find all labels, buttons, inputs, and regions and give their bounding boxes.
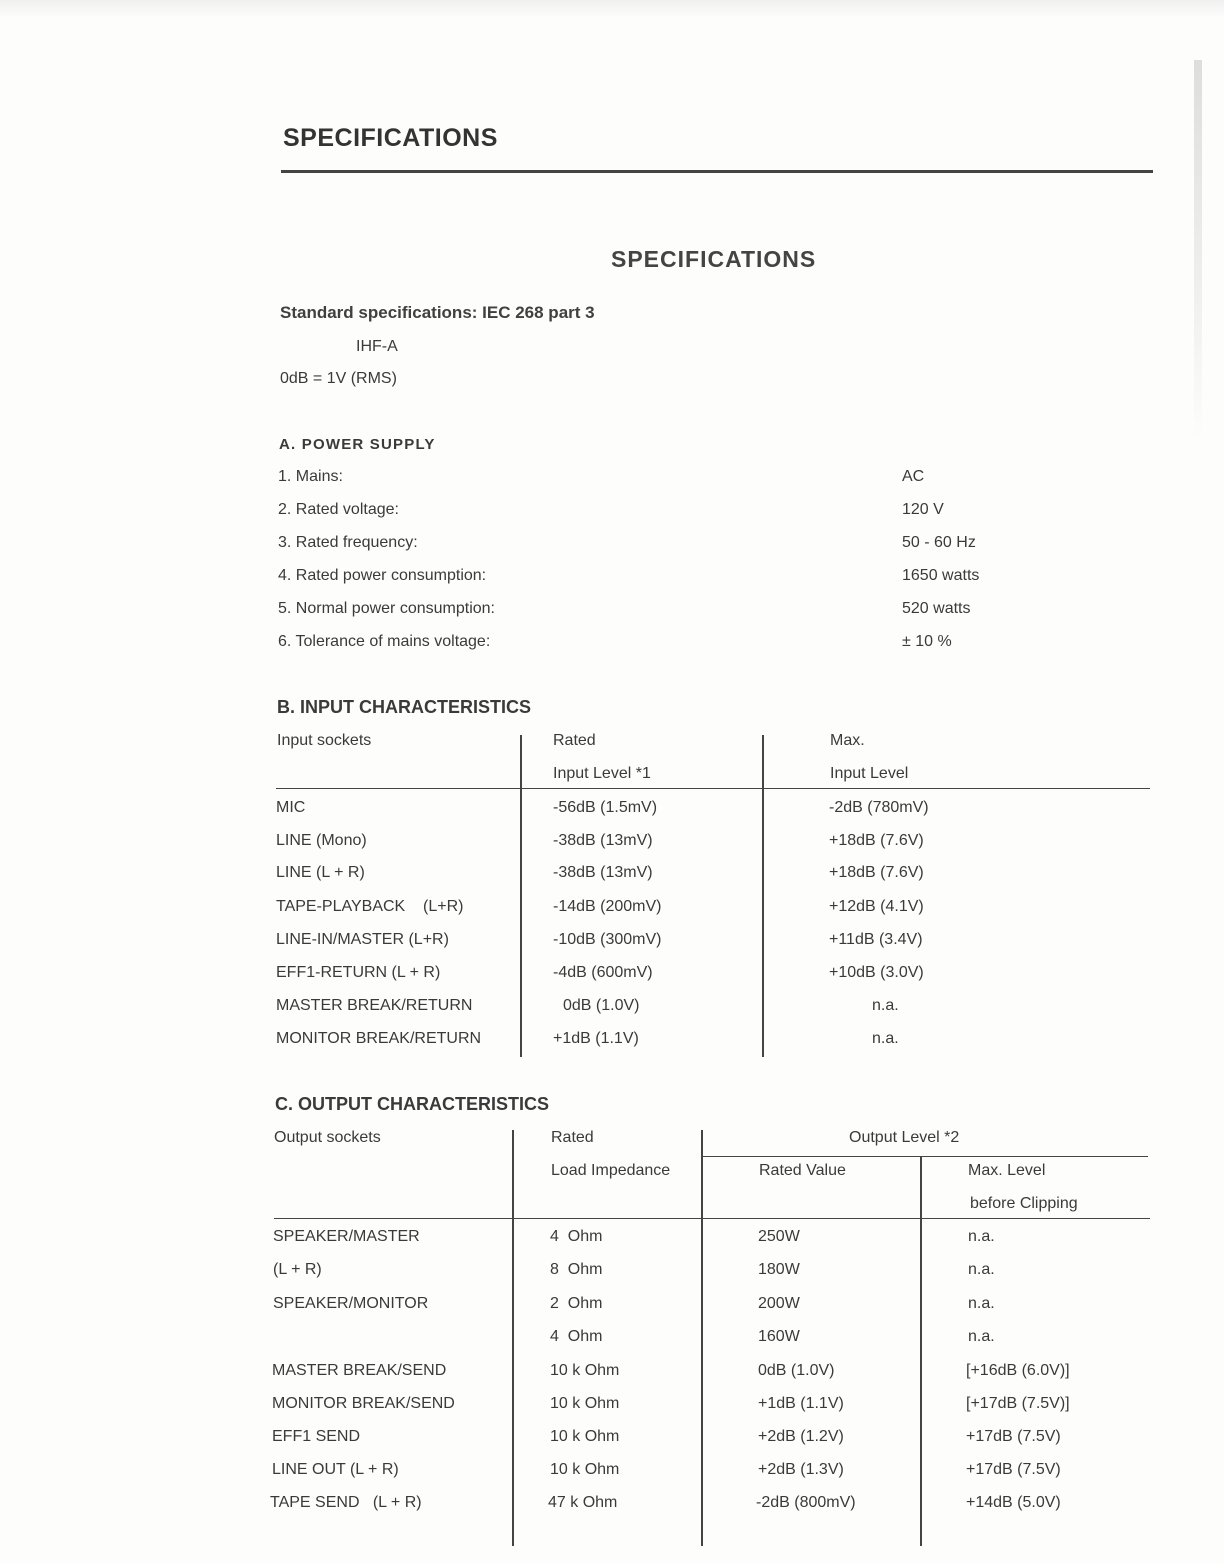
load-impedance: 47 k Ohm xyxy=(548,1494,618,1511)
rated-output-value: +2dB (1.2V) xyxy=(758,1428,844,1445)
max-output-level: [+17dB (7.5V)] xyxy=(966,1395,1070,1412)
power-supply-label: 5. Normal power consumption: xyxy=(278,600,495,617)
output-socket: LINE OUT (L + R) xyxy=(272,1461,399,1478)
power-supply-label: 1. Mains: xyxy=(278,468,343,485)
input-socket: LINE (L + R) xyxy=(276,864,365,881)
column-header: Rated Value xyxy=(759,1162,846,1179)
rated-input-level: -14dB (200mV) xyxy=(553,898,662,915)
input-socket: LINE-IN/MASTER (L+R) xyxy=(276,931,449,948)
load-impedance: 10 k Ohm xyxy=(550,1395,620,1412)
column-header: before Clipping xyxy=(970,1195,1078,1212)
input-socket: MIC xyxy=(276,799,306,816)
input-socket: MONITOR BREAK/RETURN xyxy=(276,1030,482,1047)
power-supply-label: 3. Rated frequency: xyxy=(278,534,418,551)
power-supply-value: ± 10 % xyxy=(902,633,952,650)
output-socket: (L + R) xyxy=(273,1261,322,1278)
table-divider xyxy=(762,735,764,1057)
max-output-level: [+16dB (6.0V)] xyxy=(966,1362,1070,1379)
load-impedance: 4 Ohm xyxy=(550,1228,603,1245)
input-socket: EFF1-RETURN (L + R) xyxy=(276,964,441,981)
input-socket: MASTER BREAK/RETURN xyxy=(276,997,473,1014)
column-header: Input Level xyxy=(830,765,909,782)
load-impedance: 10 k Ohm xyxy=(550,1428,620,1445)
load-impedance: 8 Ohm xyxy=(550,1261,603,1278)
power-supply-value: 50 - 60 Hz xyxy=(902,534,976,551)
power-supply-label: 2. Rated voltage: xyxy=(278,501,399,518)
column-header: Input sockets xyxy=(277,732,372,749)
rated-output-value: 0dB (1.0V) xyxy=(758,1362,835,1379)
table-header-rule xyxy=(276,788,1150,789)
rated-output-value: +2dB (1.3V) xyxy=(758,1461,844,1478)
power-supply-label: 6. Tolerance of mains voltage: xyxy=(278,633,491,650)
power-supply-heading: A. POWER SUPPLY xyxy=(279,436,436,453)
max-output-level: n.a. xyxy=(968,1228,995,1245)
load-impedance: 10 k Ohm xyxy=(550,1362,620,1379)
rated-output-value: +1dB (1.1V) xyxy=(758,1395,844,1412)
rated-input-level: -4dB (600mV) xyxy=(553,964,653,981)
column-header: Rated xyxy=(553,732,596,749)
standard-specifications: Standard specifications: IEC 268 part 3 xyxy=(280,303,595,322)
column-group-header: Output Level *2 xyxy=(849,1129,960,1146)
table-divider xyxy=(920,1157,922,1546)
output-socket: MASTER BREAK/SEND xyxy=(272,1362,447,1379)
load-impedance: 4 Ohm xyxy=(550,1328,603,1345)
max-output-level: n.a. xyxy=(968,1261,995,1278)
max-output-level: +14dB (5.0V) xyxy=(966,1494,1061,1511)
max-input-level: n.a. xyxy=(872,1030,899,1047)
rated-input-level: -38dB (13mV) xyxy=(553,832,653,849)
rated-output-value: 200W xyxy=(758,1295,800,1312)
table-divider xyxy=(701,1130,703,1546)
column-header: Max. xyxy=(830,732,865,749)
input-socket: TAPE-PLAYBACK (L+R) xyxy=(276,898,464,915)
title-rule xyxy=(281,170,1153,173)
max-output-level: n.a. xyxy=(968,1295,995,1312)
power-supply-value: 1650 watts xyxy=(902,567,980,584)
document-title: SPECIFICATIONS xyxy=(611,246,817,272)
power-supply-value: AC xyxy=(902,468,925,485)
max-output-level: +17dB (7.5V) xyxy=(966,1428,1061,1445)
max-input-level: +18dB (7.6V) xyxy=(829,864,924,881)
output-socket: SPEAKER/MONITOR xyxy=(273,1295,429,1312)
column-header: Rated xyxy=(551,1129,594,1146)
max-input-level: +12dB (4.1V) xyxy=(829,898,924,915)
input-characteristics-heading: B. INPUT CHARACTERISTICS xyxy=(277,697,532,717)
rated-output-value: 250W xyxy=(758,1228,800,1245)
output-socket: SPEAKER/MASTER xyxy=(273,1228,420,1245)
scan-top-shade xyxy=(0,0,1224,18)
rated-input-level: -38dB (13mV) xyxy=(553,864,653,881)
page-title: SPECIFICATIONS xyxy=(283,124,498,152)
column-header: Load Impedance xyxy=(551,1162,671,1179)
output-characteristics-heading: C. OUTPUT CHARACTERISTICS xyxy=(275,1094,549,1114)
max-input-level: +18dB (7.6V) xyxy=(829,832,924,849)
rated-output-value: 160W xyxy=(758,1328,800,1345)
power-supply-label: 4. Rated power consumption: xyxy=(278,567,487,584)
output-socket: EFF1 SEND xyxy=(272,1428,361,1445)
table-divider xyxy=(520,735,522,1057)
rated-input-level: 0dB (1.0V) xyxy=(563,997,640,1014)
rated-input-level: -56dB (1.5mV) xyxy=(553,799,658,816)
column-header: Max. Level xyxy=(968,1162,1046,1179)
standard-reference-level: 0dB = 1V (RMS) xyxy=(280,370,397,387)
output-socket: MONITOR BREAK/SEND xyxy=(272,1395,455,1412)
max-input-level: +11dB (3.4V) xyxy=(829,931,923,948)
rated-input-level: -10dB (300mV) xyxy=(553,931,662,948)
max-output-level: n.a. xyxy=(968,1328,995,1345)
load-impedance: 2 Ohm xyxy=(550,1295,603,1312)
power-supply-value: 120 V xyxy=(902,501,944,518)
max-input-level: n.a. xyxy=(872,997,899,1014)
rated-output-value: 180W xyxy=(758,1261,800,1278)
table-header-rule xyxy=(274,1218,1150,1219)
standard-weighting: IHF-A xyxy=(356,338,398,355)
power-supply-value: 520 watts xyxy=(902,600,971,617)
scan-edge-mark xyxy=(1194,60,1202,440)
rated-input-level: +1dB (1.1V) xyxy=(553,1030,639,1047)
max-input-level: +10dB (3.0V) xyxy=(829,964,924,981)
column-header: Output sockets xyxy=(274,1129,381,1146)
max-output-level: +17dB (7.5V) xyxy=(966,1461,1061,1478)
input-socket: LINE (Mono) xyxy=(276,832,367,849)
table-group-rule xyxy=(702,1156,1148,1157)
max-input-level: -2dB (780mV) xyxy=(829,799,929,816)
load-impedance: 10 k Ohm xyxy=(550,1461,620,1478)
table-divider xyxy=(512,1130,514,1546)
rated-output-value: -2dB (800mV) xyxy=(756,1494,856,1511)
column-header: Input Level *1 xyxy=(553,765,651,782)
output-socket: TAPE SEND (L + R) xyxy=(270,1494,422,1511)
